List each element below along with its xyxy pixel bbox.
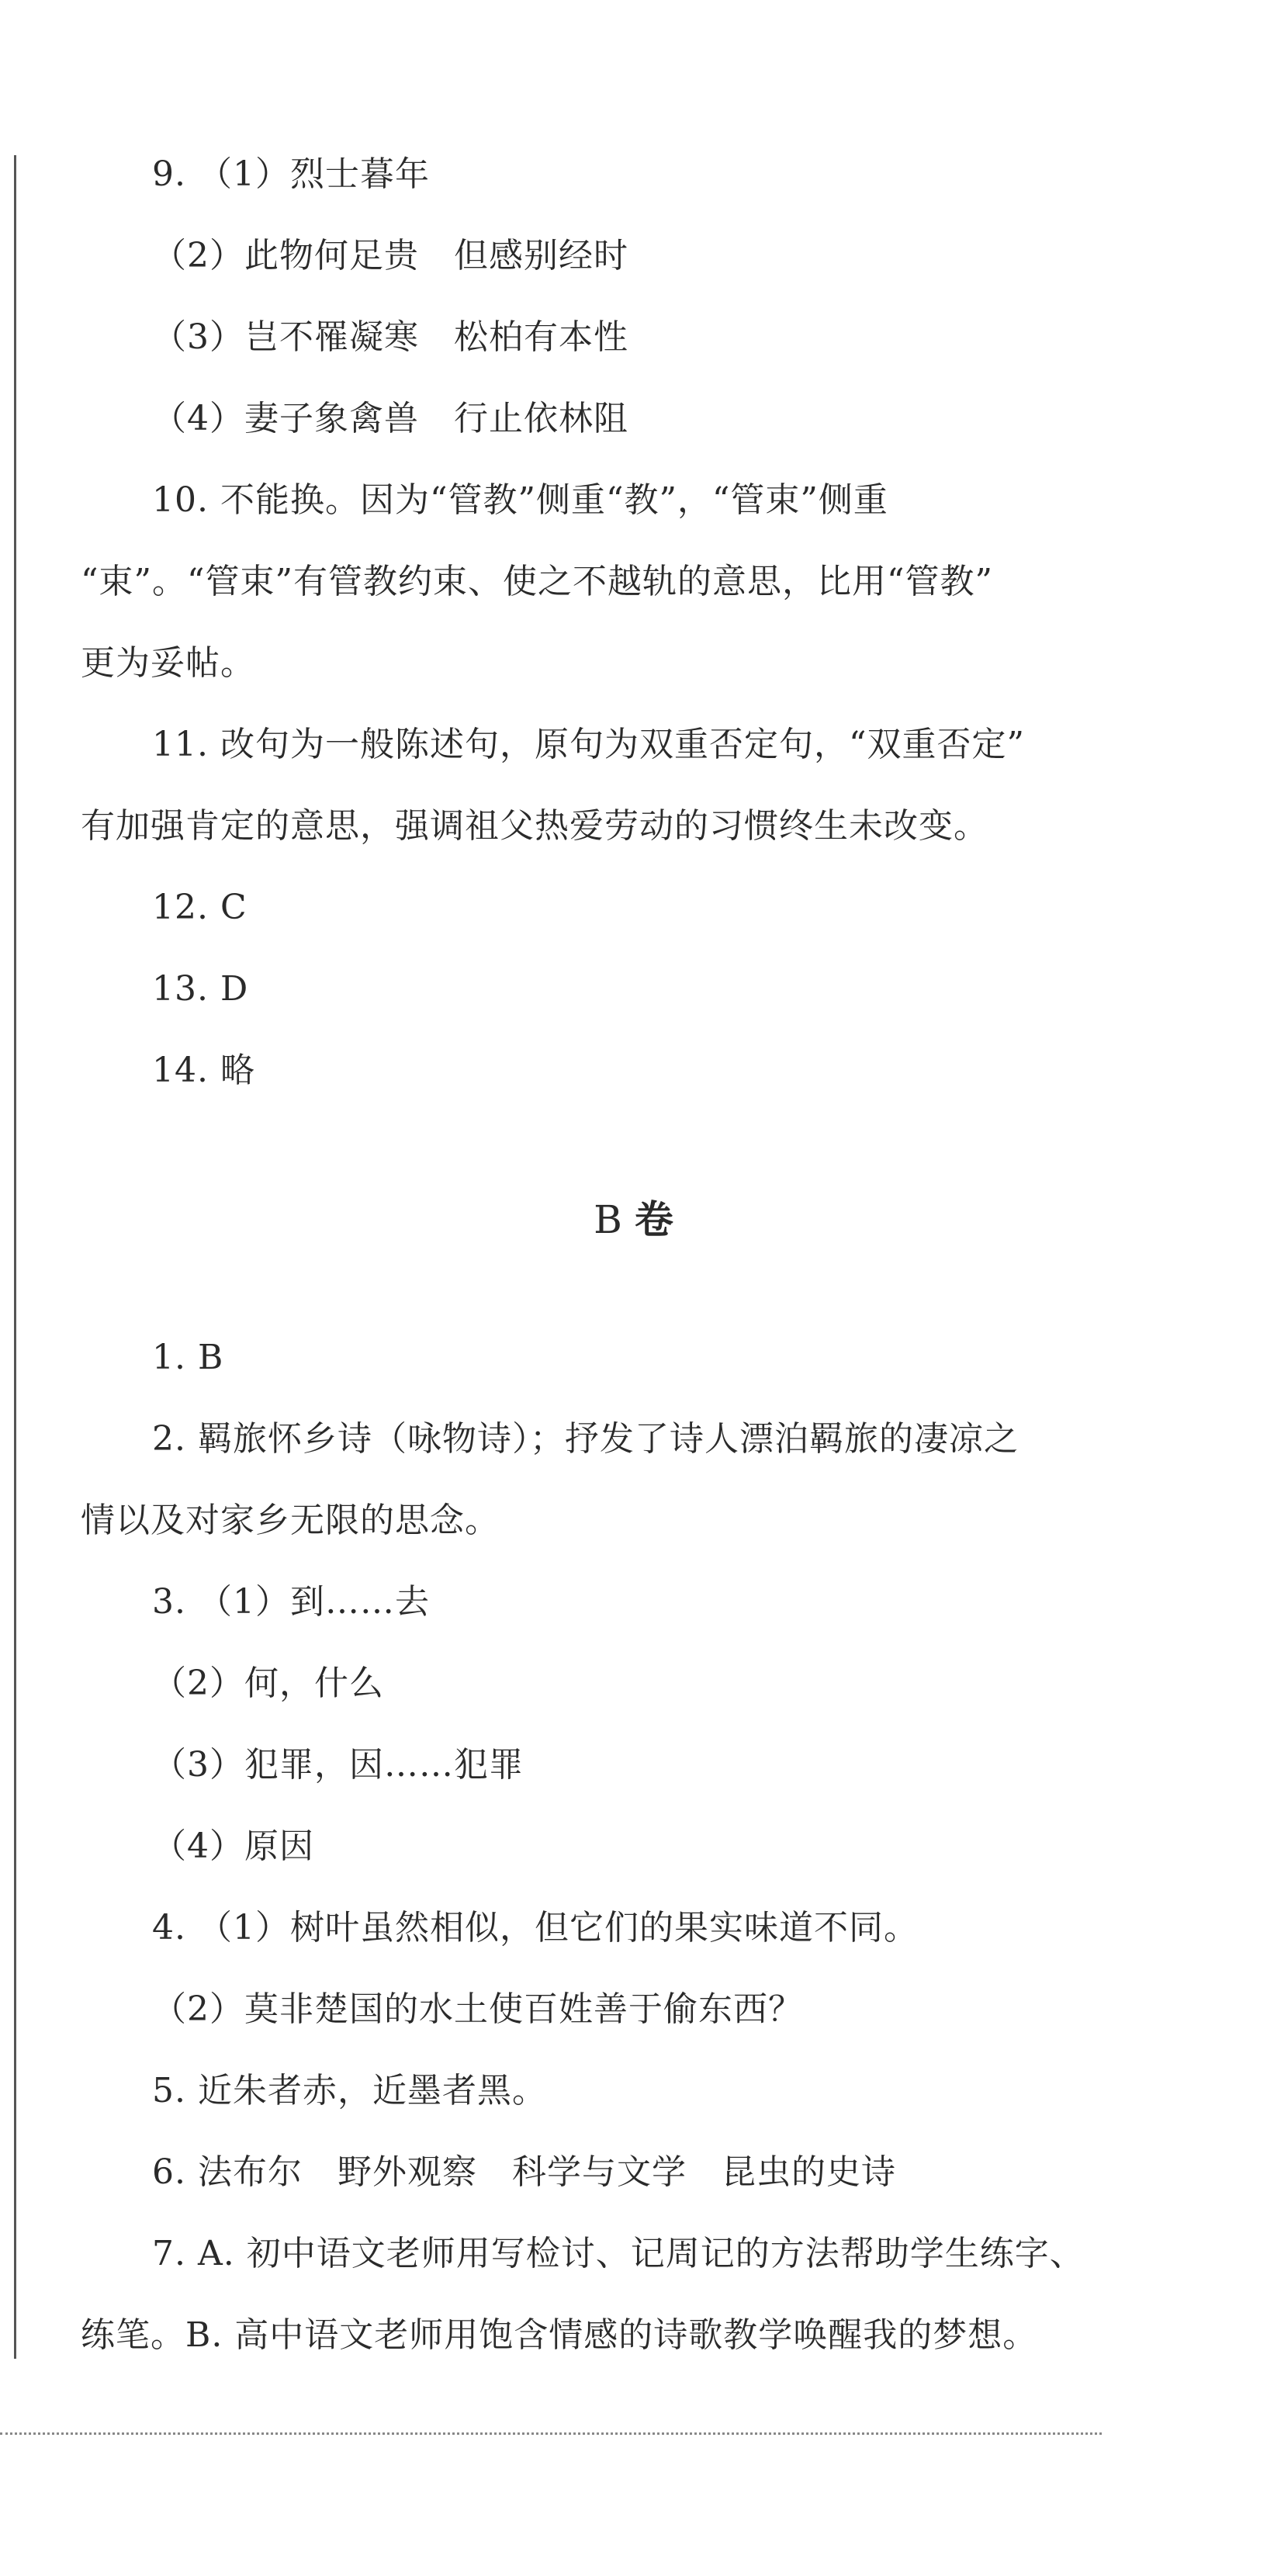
b-answer-2-line-2: 情以及对家乡无限的思念。: [81, 1501, 500, 1540]
answer-10-line-3: 更为妥帖。: [81, 643, 255, 683]
b-answer-3-2: （2）何，什么: [152, 1664, 384, 1703]
b-answer-4-1: 4. （1）树叶虽然相似，但它们的果实味道不同。: [152, 1908, 919, 1948]
answer-10-line-1: 10. 不能换。因为“管教”侧重“教”，“管束”侧重: [152, 480, 888, 520]
dotted-divider: [0, 2432, 1102, 2435]
section-b-letter: B: [594, 1197, 622, 1242]
answer-10-line-2: “束”。“管束”有管教约束、使之不越轨的意思，比用“管教”: [81, 562, 993, 601]
section-b-word: 卷: [634, 1196, 673, 1242]
b-answer-3-3: （3）犯罪，因……犯罪: [152, 1745, 524, 1785]
section-b-title: [0, 1195, 1267, 1245]
b-answer-4-2: （2）莫非楚国的水土使百姓善于偷东西？: [152, 1989, 803, 2029]
b-answer-3-4: （4）原因: [152, 1826, 314, 1866]
answer-11-line-2: 有加强肯定的意思，强调祖父热爱劳动的习惯终生未改变。: [81, 806, 988, 846]
answer-11-line-1: 11. 改句为一般陈述句，原句为双重否定句，“双重否定”: [152, 725, 1025, 764]
b-answer-7-line-1: 7. A. 初中语文老师用写检讨、记周记的方法帮助学生练字、: [152, 2234, 1085, 2273]
answer-13: 13. D: [152, 969, 249, 1009]
answer-9-3: （3）岂不罹凝寒 松柏有本性: [152, 317, 628, 357]
answer-12: 12. C: [152, 888, 248, 927]
b-answer-7-line-2: 练笔。B. 高中语文老师用饱含情感的诗歌教学唤醒我的梦想。: [81, 2315, 1038, 2355]
answer-9-1: 9. （1）烈士暮年: [152, 154, 430, 194]
b-answer-6: 6. 法布尔 野外观察 科学与文学 昆虫的史诗: [152, 2152, 896, 2192]
b-answer-3-1: 3. （1）到……去: [152, 1582, 430, 1622]
answer-9-2: （2）此物何足贵 但感别经时: [152, 236, 628, 275]
b-answer-1: 1. B: [152, 1338, 224, 1377]
answer-9-4: （4）妻子象禽兽 行止依林阻: [152, 399, 628, 438]
b-answer-5: 5. 近朱者赤，近墨者黑。: [152, 2071, 547, 2110]
answer-14: 14. 略: [152, 1051, 255, 1090]
b-answer-2-line-1: 2. 羁旅怀乡诗（咏物诗）；抒发了诗人漂泊羁旅的凄凉之: [152, 1419, 1019, 1459]
